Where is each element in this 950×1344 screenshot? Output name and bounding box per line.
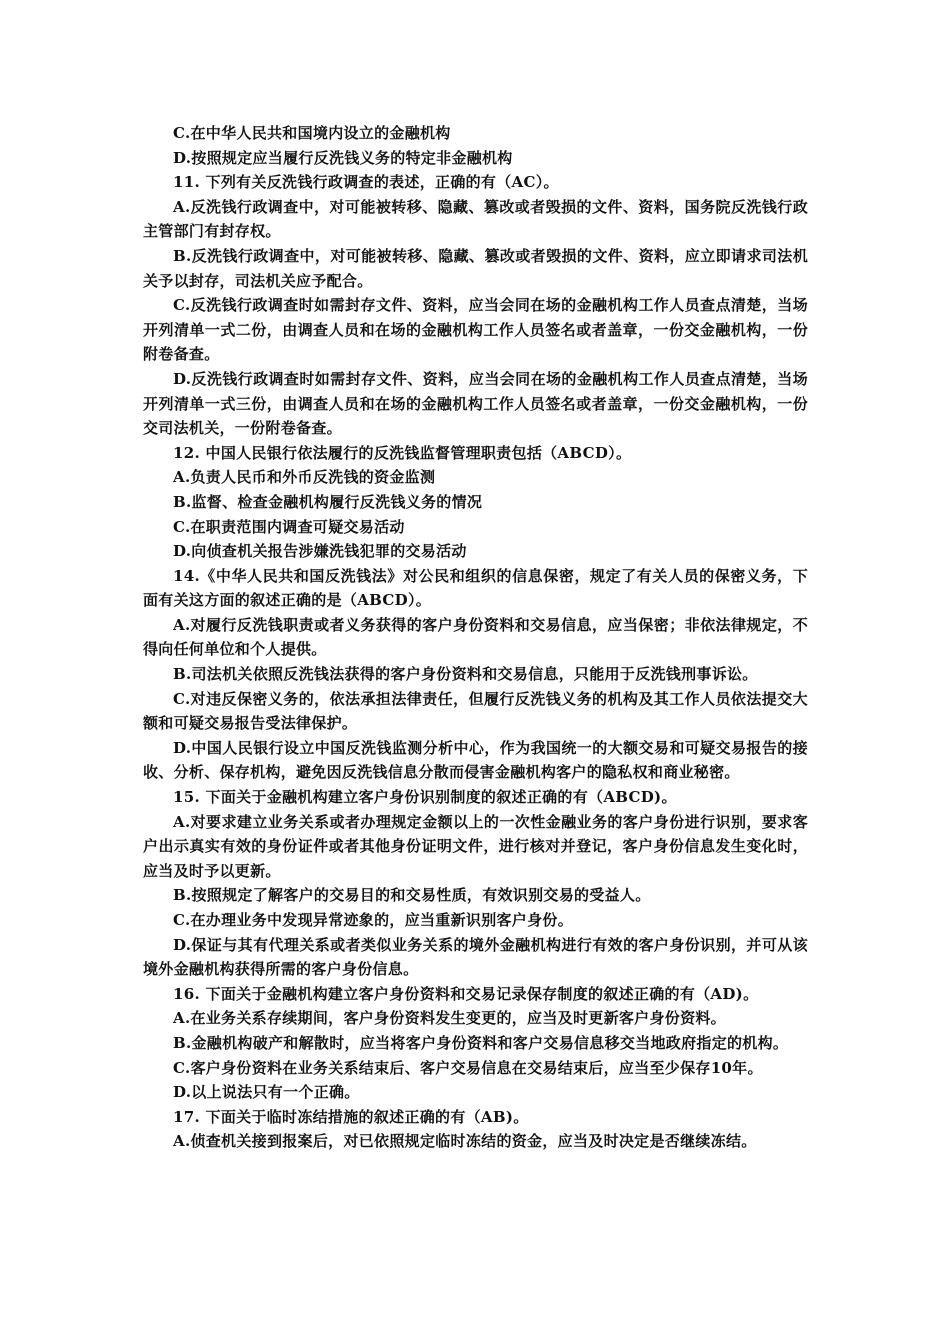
option-a-q14: A.对履行反洗钱职责或者义务获得的客户身份资料和交易信息，应当保密；非依法律规定，不得向任何单位和个人提供。	[143, 615, 808, 659]
option-d-q16: D.以上说法只有一个正确。	[173, 1083, 360, 1102]
question-16: 16. 下面关于金融机构建立客户身份资料和交易记录保存制度的叙述正确的有（AD)。	[173, 984, 759, 1003]
question-11: 11. 下列有关反洗钱行政调查的表述，正确的有（AC）。	[173, 173, 559, 192]
option-a-q12: A.负责人民币和外币反洗钱的资金监测	[173, 468, 436, 487]
option-d-q14: D.中国人民银行设立中国反洗钱监测分析中心，作为我国统一的大额交易和可疑交易报告的接收、分析、保存机构，避免因反洗钱信息分散而侵害金融机构客户的隐私权和商业秘密。	[143, 738, 808, 782]
option-a-q15: A.对要求建立业务关系或者办理规定金额以上的一次性金融业务的客户身份进行识别，要求客户出示真实有效的身份证件或者其他身份证明文件，进行核对并登记，客户身份信息发生变化时，应当及时予以更新。	[143, 812, 808, 880]
option-c-q14: C.对违反保密义务的，依法承担法律责任，但履行反洗钱义务的机构及其工作人员依法提交大额和可疑交易报告受法律保护。	[143, 689, 808, 733]
option-d-q11: D.反洗钱行政调查时如需封存文件、资料，应当会同在场的金融机构工作人员查点清楚，当场开列清单一式三份，由调查人员和在场的金融机构工作人员签名或者盖章，一份交金融机构，一份交司法机关，一份附卷备查。	[143, 369, 808, 438]
option-d-q10: D.按照规定应当履行反洗钱义务的特定非金融机构	[173, 148, 513, 167]
option-a-q11: A.反洗钱行政调查中，对可能被转移、隐藏、篡改或者毁损的文件、资料，国务院反洗钱行政主管部门有封存权。	[143, 197, 808, 241]
option-b-q14: B.司法机关依照反洗钱法获得的客户身份资料和交易信息，只能用于反洗钱刑事诉讼。	[173, 665, 758, 684]
option-d-q12: D.向侦查机关报告涉嫌洗钱犯罪的交易活动	[173, 542, 467, 561]
question-15: 15. 下面关于金融机构建立客户身份识别制度的叙述正确的有（ABCD)。	[173, 788, 677, 807]
question-17: 17. 下面关于临时冻结措施的叙述正确的有（AB)。	[173, 1107, 529, 1126]
option-b-q16: B.金融机构破产和解散时，应当将客户身份资料和客户交易信息移交当地政府指定的机构。	[173, 1033, 789, 1052]
option-b-q15: B.按照规定了解客户的交易目的和交易性质，有效识别交易的受益人。	[173, 886, 651, 905]
option-b-q12: B.监督、检查金融机构履行反洗钱义务的情况	[173, 492, 483, 511]
document-page	[143, 121, 808, 1154]
option-d-q15: D.保证与其有代理关系或者类似业务关系的境外金融机构进行有效的客户身份识别，并可从该境外金融机构获得所需的客户身份信息。	[143, 935, 808, 979]
option-c-q15: C.在办理业务中发现异常迹象的，应当重新识别客户身份。	[173, 911, 573, 929]
option-c-q11: C.反洗钱行政调查时如需封存文件、资料，应当会同在场的金融机构工作人员查点清楚，当场开列清单一式二份，由调查人员和在场的金融机构工作人员签名或者盖章，一份交金融机构，一份附卷备查。	[143, 296, 808, 364]
option-c-q12: C.在职责范围内调查可疑交易活动	[173, 517, 405, 536]
question-14: 14.《中华人民共和国反洗钱法》对公民和组织的信息保密，规定了有关人员的保密义务，下面有关这方面的叙述正确的是（ABCD）。	[143, 566, 808, 610]
option-c-q10: C.在中华人民共和国境内设立的金融机构	[173, 124, 451, 142]
question-12: 12. 中国人民银行依法履行的反洗钱监督管理职责包括（ABCD）。	[173, 443, 632, 462]
option-a-q17: A.侦查机关接到报案后，对已依照规定临时冻结的资金，应当及时决定是否继续冻结。	[173, 1132, 757, 1151]
option-b-q11: B.反洗钱行政调查中，对可能被转移、隐藏、篡改或者毁损的文件、资料，应立即请求司法机关予以封存，司法机关应予配合。	[143, 246, 808, 290]
option-c-q16: C.客户身份资料在业务关系结束后、客户交易信息在交易结束后，应当至少保存10年。	[173, 1058, 763, 1077]
option-a-q16: A.在业务关系存续期间，客户身份资料发生变更的，应当及时更新客户身份资料。	[173, 1009, 726, 1028]
